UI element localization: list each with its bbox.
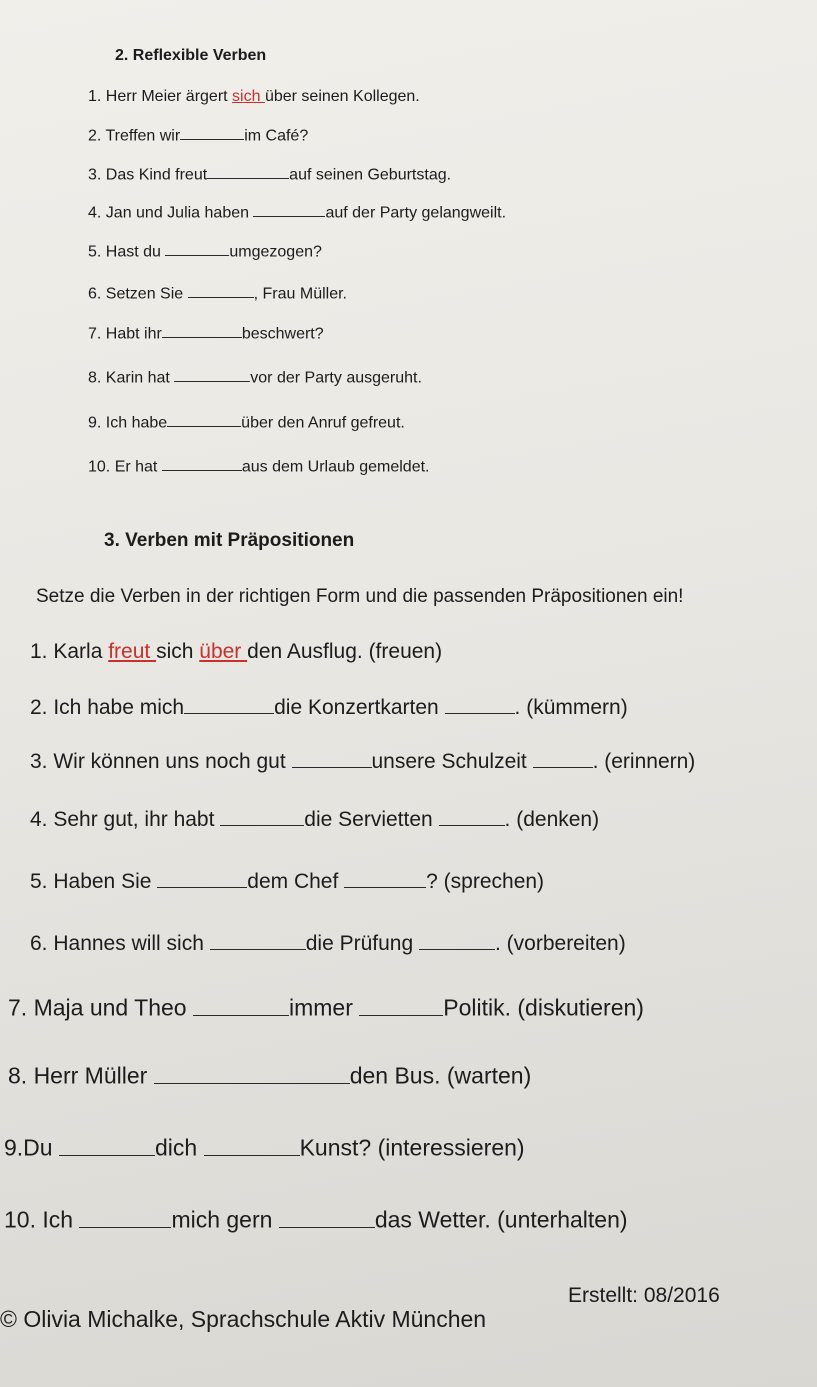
exercise-3-item-10: 10. Ich mich gern das Wetter. (unterhalten): [4, 1206, 628, 1233]
answer-blank[interactable]: [165, 241, 229, 256]
answer-fill: sich: [232, 88, 265, 105]
answer-blank[interactable]: [445, 694, 515, 714]
exercise-2-item-8: 8. Karin hat vor der Party ausgeruht.: [88, 367, 422, 387]
answer-blank[interactable]: [188, 283, 254, 298]
answer-blank[interactable]: [220, 806, 304, 826]
creation-date: Erstellt: 08/2016: [568, 1284, 720, 1307]
exercise-3-item-5: 5. Haben Sie dem Chef ? (sprechen): [30, 869, 545, 893]
answer-blank[interactable]: [167, 412, 241, 427]
answer-blank[interactable]: [157, 868, 247, 888]
exercise-3-item-1: 1. Karla freut sich über den Ausflug. (freuen): [30, 640, 443, 663]
answer-blank[interactable]: [207, 164, 289, 179]
exercise-3-item-8: 8. Herr Müller den Bus. (warten): [8, 1062, 532, 1089]
exercise-3-item-9: 9.Du dich Kunst? (interessieren): [4, 1134, 525, 1161]
answer-blank[interactable]: [162, 323, 242, 338]
answer-blank[interactable]: [174, 367, 250, 382]
instruction-text: Setze die Verben in der richtigen Form und die passenden Präpositionen ein!: [36, 586, 684, 607]
answer-blank[interactable]: [533, 748, 593, 768]
answer-blank[interactable]: [279, 1206, 375, 1228]
answer-blank[interactable]: [59, 1134, 155, 1156]
answer-blank[interactable]: [210, 930, 306, 950]
answer-blank[interactable]: [292, 748, 372, 768]
exercise-2-item-4: 4. Jan und Julia haben auf der Party gelangweilt.: [88, 202, 506, 222]
answer-blank[interactable]: [419, 930, 495, 950]
answer-blank[interactable]: [180, 125, 244, 140]
exercise-2-item-9: 9. Ich habe über den Anruf gefreut.: [88, 412, 405, 432]
answer-blank[interactable]: [184, 694, 274, 714]
answer-blank[interactable]: [193, 994, 289, 1016]
exercise-2-item-1: 1. Herr Meier ärgert sich über seinen Kollegen.: [88, 88, 420, 105]
exercise-2-item-5: 5. Hast du umgezogen?: [88, 241, 322, 261]
answer-fill: über: [199, 640, 248, 663]
answer-blank[interactable]: [204, 1134, 300, 1156]
exercise-3-item-6: 6. Hannes will sich die Prüfung . (vorbereiten): [30, 931, 626, 955]
answer-fill: freut: [108, 640, 157, 663]
answer-blank[interactable]: [344, 868, 426, 888]
exercise-2-item-10: 10. Er hat aus dem Urlaub gemeldet.: [88, 456, 429, 476]
section-3-title: 3. Verben mit Präpositionen: [104, 530, 355, 551]
exercise-2-item-7: 7. Habt ihr beschwert?: [88, 323, 324, 343]
exercise-3-item-3: 3. Wir können uns noch gut unsere Schulzeit . (erinnern): [30, 749, 696, 773]
exercise-2-item-6: 6. Setzen Sie , Frau Müller.: [88, 283, 347, 303]
exercise-3-item-4: 4. Sehr gut, ihr habt die Servietten . (denken): [30, 807, 600, 831]
answer-blank[interactable]: [154, 1062, 350, 1084]
exercise-3-item-7: 7. Maja und Theo immer Politik. (diskutieren): [8, 994, 644, 1021]
answer-blank[interactable]: [359, 994, 443, 1016]
answer-blank[interactable]: [162, 456, 242, 471]
answer-blank[interactable]: [79, 1206, 171, 1228]
exercise-2-item-3: 3. Das Kind freut auf seinen Geburtstag.: [88, 164, 451, 184]
copyright-notice: © Olivia Michalke, Sprachschule Aktiv München: [0, 1306, 487, 1332]
section-2-title: 2. Reflexible Verben: [115, 47, 267, 64]
answer-blank[interactable]: [439, 806, 505, 826]
exercise-3-item-2: 2. Ich habe mich die Konzertkarten . (kümmern): [30, 695, 628, 719]
exercise-2-item-2: 2. Treffen wir im Café?: [88, 125, 308, 145]
answer-blank[interactable]: [253, 202, 325, 217]
